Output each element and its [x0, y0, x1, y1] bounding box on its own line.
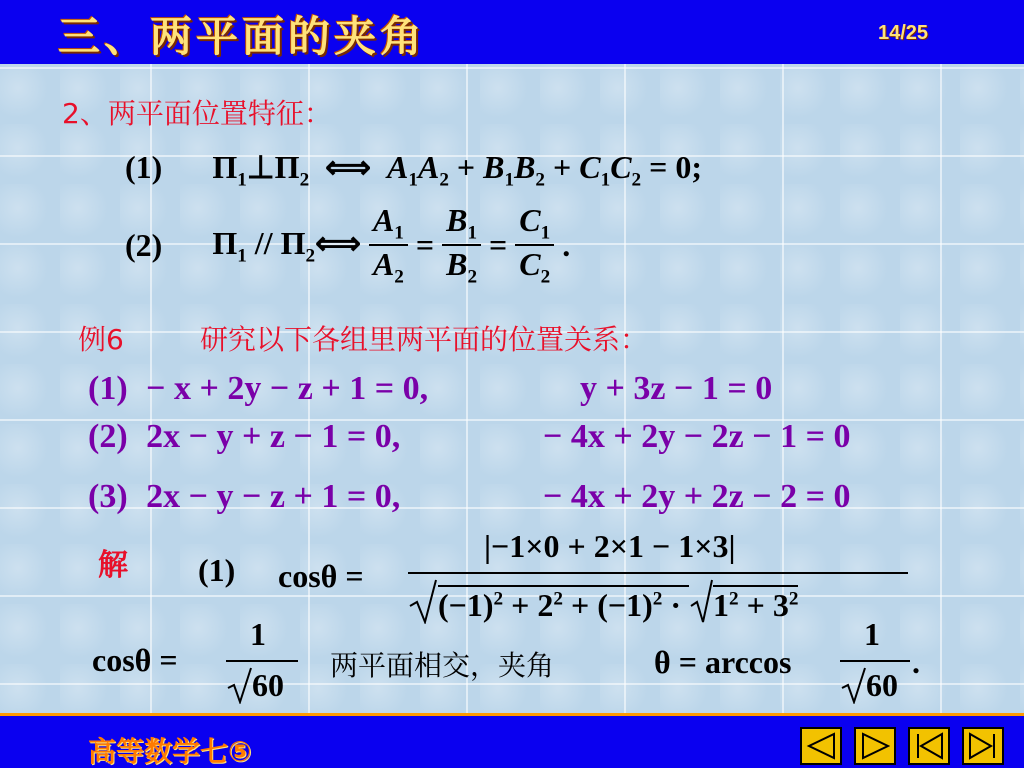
- row-1-right: y + 3z − 1 = 0: [580, 370, 773, 407]
- condition-1-tag: (1): [125, 149, 163, 185]
- row-1-tag: (1): [88, 370, 128, 407]
- row-2-tag: (2): [88, 418, 128, 455]
- condition-1: (1) $\Pi_1\perp\Pi_2$ ⟺ $A_1A_2 + B_1B_2 + C_1C_2 = 0$;: [125, 149, 703, 191]
- prev-button[interactable]: [800, 727, 842, 765]
- angle-fraction-bar: [840, 660, 910, 662]
- angle-dot: .: [912, 644, 920, 680]
- angle-denominator: [840, 666, 898, 704]
- cos-numerator: |−1×0 + 2×1 − 1×3|: [484, 528, 736, 564]
- example-row-2: [88, 418, 400, 456]
- triangle-left-icon: [806, 732, 836, 760]
- row-2-left: 2x − y + z − 1 = 0,: [146, 418, 401, 455]
- example-row-1: [88, 370, 428, 408]
- row-1-left: − x + 2y − z + 1 = 0,: [146, 370, 429, 407]
- condition-2-dot: .: [562, 226, 571, 263]
- iff-arrow-2: ⟺: [315, 224, 361, 261]
- solution-label: 解: [98, 548, 128, 583]
- slide-content: [0, 64, 1024, 713]
- cos-denominator: $(-1)^2 + 2^2 + (-1)^2 \cdot 1^2 + 3^2$: [408, 578, 908, 624]
- angle-numerator: 1: [864, 616, 880, 652]
- parallel-symbol: //: [254, 224, 273, 261]
- sqrt-sign-2: [689, 578, 713, 624]
- example-text: 研究以下各组里两平面的位置关系：: [200, 323, 649, 356]
- triangle-right-icon: [860, 732, 890, 760]
- condition-2-tag: (2): [125, 226, 163, 263]
- example-row-3: [88, 478, 400, 516]
- iff-arrow: ⟺: [325, 149, 372, 185]
- page-number: 14/25: [878, 22, 929, 44]
- perpendicular-symbol: ⊥: [246, 149, 275, 185]
- fraction-bar: [408, 572, 908, 574]
- fraction-a: $\frac{A_1}{A_2}$: [369, 202, 408, 289]
- angle-sqrt-sign: [840, 666, 866, 704]
- result-fraction-bar: [226, 660, 298, 662]
- next-button[interactable]: [854, 727, 896, 765]
- condition-1-eq: = 0;: [649, 149, 703, 185]
- last-button[interactable]: [962, 727, 1004, 765]
- example-label: 例6: [78, 323, 124, 356]
- solution-text: 两平面相交，夹角: [330, 649, 555, 682]
- section-label: 2、两平面位置特征：: [62, 97, 332, 130]
- plane-1-symbol: Π: [212, 149, 238, 185]
- fraction-b: $\frac{B_1}{B_2}$: [442, 202, 481, 289]
- angle-den-value: 60: [866, 667, 898, 703]
- title-bar: [0, 0, 1024, 64]
- result-den-value: 60: [252, 667, 284, 703]
- first-button[interactable]: [908, 727, 950, 765]
- result-numerator: 1: [250, 616, 266, 652]
- row-3-right: − 4x + 2y + 2z − 2 = 0: [543, 478, 851, 515]
- row-3-left: 2x − y − z + 1 = 0,: [146, 478, 401, 515]
- footer-bar: [0, 713, 1024, 768]
- cos-theta-label: cosθ =: [278, 558, 364, 594]
- skip-first-icon: [914, 732, 944, 760]
- angle-expression: θ = arccos: [654, 644, 792, 680]
- condition-2: (2) $\Pi_1$ // $\Pi_2⟺$ $\frac{A_1}{A_2}$ = $\frac{B_1}{B_2}$ = $\frac{C_1}{C_2}$ .: [125, 202, 571, 288]
- solution-tag: (1): [198, 552, 236, 588]
- result-sqrt-sign: [226, 666, 252, 704]
- row-3-tag: (3): [88, 478, 128, 515]
- slide-title: 三、两平面的夹角: [58, 12, 427, 61]
- plane-2-symbol: Π: [274, 149, 300, 185]
- result-denominator: [226, 666, 284, 704]
- fraction-c: $\frac{C_1}{C_2}$: [515, 202, 554, 289]
- skip-last-icon: [968, 732, 998, 760]
- cos-theta-result-label: cosθ =: [92, 642, 178, 678]
- course-title: 高等数学七⑤: [88, 735, 252, 768]
- row-2-right: − 4x + 2y − 2z − 1 = 0: [543, 418, 851, 455]
- sqrt-sign: [408, 578, 438, 624]
